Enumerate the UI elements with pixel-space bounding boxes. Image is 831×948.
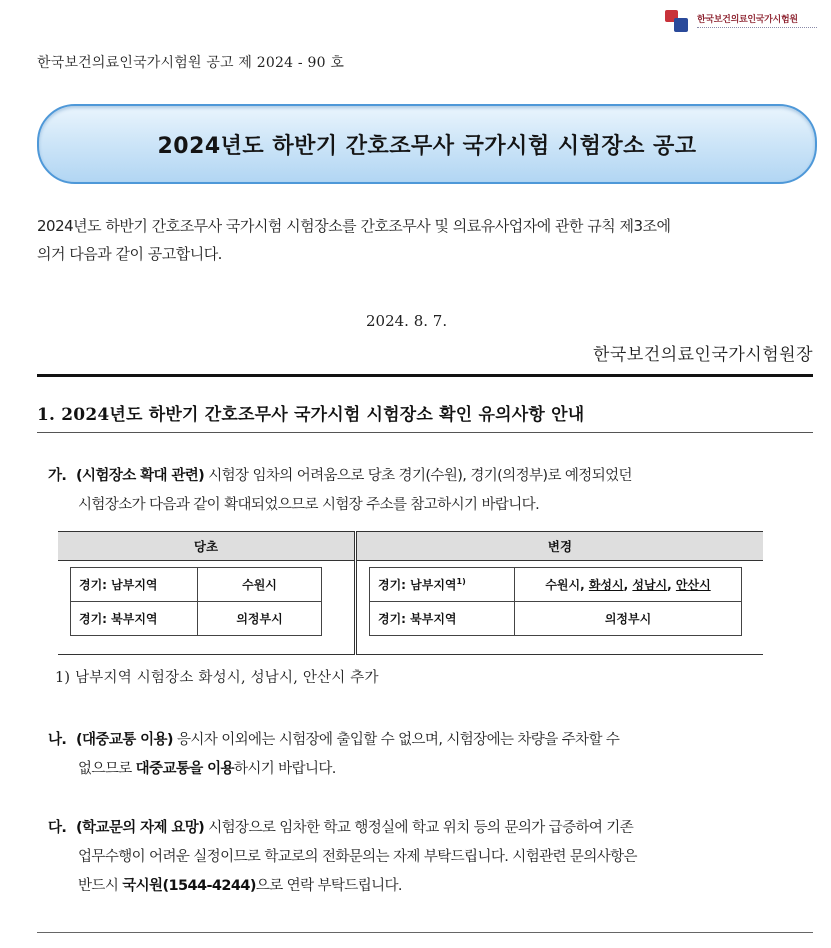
section-1-title: 1. 2024년도 하반기 간호조무사 국가시험 시험장소 확인 유의사항 안내 <box>37 405 585 425</box>
item-na-mark: 나. <box>48 732 67 748</box>
item-ga-head: (시험장소 확대 관련) <box>76 468 205 484</box>
item-da-text-1: 시험장으로 임차한 학교 행정실에 학교 위치 등의 문의가 급증하여 기존 <box>204 820 634 836</box>
item-da <box>48 814 808 901</box>
logo-mark-icon <box>665 8 693 34</box>
location-table <box>58 531 760 655</box>
intro-line-1: 2024년도 하반기 간호조무사 국가시험 시험장소를 간호조무사 및 의료유사업자에 관한 규칙 제3조에 <box>37 217 671 235</box>
table-original <box>58 531 354 655</box>
divider-thin <box>37 432 813 433</box>
issuer-name: 한국보건의료인국가시험원장 <box>593 345 813 365</box>
item-da-text-3: 반드시 국시원(1544-4244)으로 연락 부탁드립니다. <box>78 878 402 894</box>
item-ga-text-2: 시험장소가 다음과 같이 확대되었으므로 시험장 주소를 참고하시기 바랍니다. <box>78 497 540 513</box>
item-na-head: (대중교통 이용) <box>76 732 173 748</box>
contact-number: 국시원(1544-4244) <box>122 878 256 894</box>
city-seongnam: 성남시 <box>632 578 668 592</box>
table-row <box>370 568 742 602</box>
table-cell-cities: 수원시, 화성시, 성남시, 안산시 <box>515 568 742 602</box>
table-original-header: 당초 <box>58 531 354 561</box>
city-hwaseong: 화성시 <box>588 578 624 592</box>
table-cell-city: 의정부시 <box>515 602 742 636</box>
footnote-marker: 1) <box>456 577 466 586</box>
notice-date: 2024. 8. 7. <box>366 312 448 330</box>
notice-number: 한국보건의료인국가시험원 공고 제 2024 - 90 호 <box>37 55 345 71</box>
item-da-text-2: 업무수행이 어려운 실정이므로 학교로의 전화문의는 자제 부탁드립니다. 시험관련 문의사항은 <box>78 849 637 865</box>
logo <box>665 8 817 34</box>
divider-bottom <box>37 932 813 933</box>
city-ansan: 안산시 <box>675 578 711 592</box>
table-row <box>370 602 742 636</box>
table-changed <box>354 531 763 655</box>
item-ga-mark: 가. <box>48 468 67 484</box>
table-cell-region: 경기: 북부지역 <box>71 602 198 636</box>
table-cell-city: 의정부시 <box>198 602 322 636</box>
table-row <box>71 602 322 636</box>
table-changed-header: 변경 <box>357 531 763 561</box>
table-cell-region: 경기: 남부지역$^{1)}$ <box>370 568 515 602</box>
divider-thick <box>37 374 813 377</box>
table-footnote: 1) 남부지역 시험장소 화성시, 성남시, 안산시 추가 <box>55 670 379 686</box>
logo-subline <box>697 27 817 31</box>
table-cell-region: 경기: 북부지역 <box>370 602 515 636</box>
intro-paragraph <box>37 212 817 268</box>
item-ga <box>48 462 808 520</box>
logo-name: 한국보건의료인국가시험원 <box>697 14 798 25</box>
title-banner <box>37 104 817 184</box>
item-da-mark: 다. <box>48 820 67 836</box>
intro-line-2: 의거 다음과 같이 공고합니다. <box>37 245 222 263</box>
table-row <box>71 568 322 602</box>
table-cell-city: 수원시 <box>198 568 322 602</box>
item-na-emphasis: 대중교통을 이용 <box>135 761 234 777</box>
item-ga-text-1: 시험장 임차의 어려움으로 당초 경기(수원), 경기(의정부)로 예정되었던 <box>204 468 632 484</box>
item-na-text-1: 응시자 이외에는 시험장에 출입할 수 없으며, 시험장에는 차량을 주차할 수 <box>172 732 620 748</box>
item-na-text-2: 없으므로 대중교통을 이용하시기 바랍니다. <box>78 761 336 777</box>
item-da-head: (학교문의 자제 요망) <box>76 820 205 836</box>
table-cell-region: 경기: 남부지역 <box>71 568 198 602</box>
city-suwon: 수원시 <box>545 578 581 592</box>
item-na <box>48 726 808 784</box>
page-title: 2024년도 하반기 간호조무사 국가시험 시험장소 공고 <box>157 133 697 159</box>
